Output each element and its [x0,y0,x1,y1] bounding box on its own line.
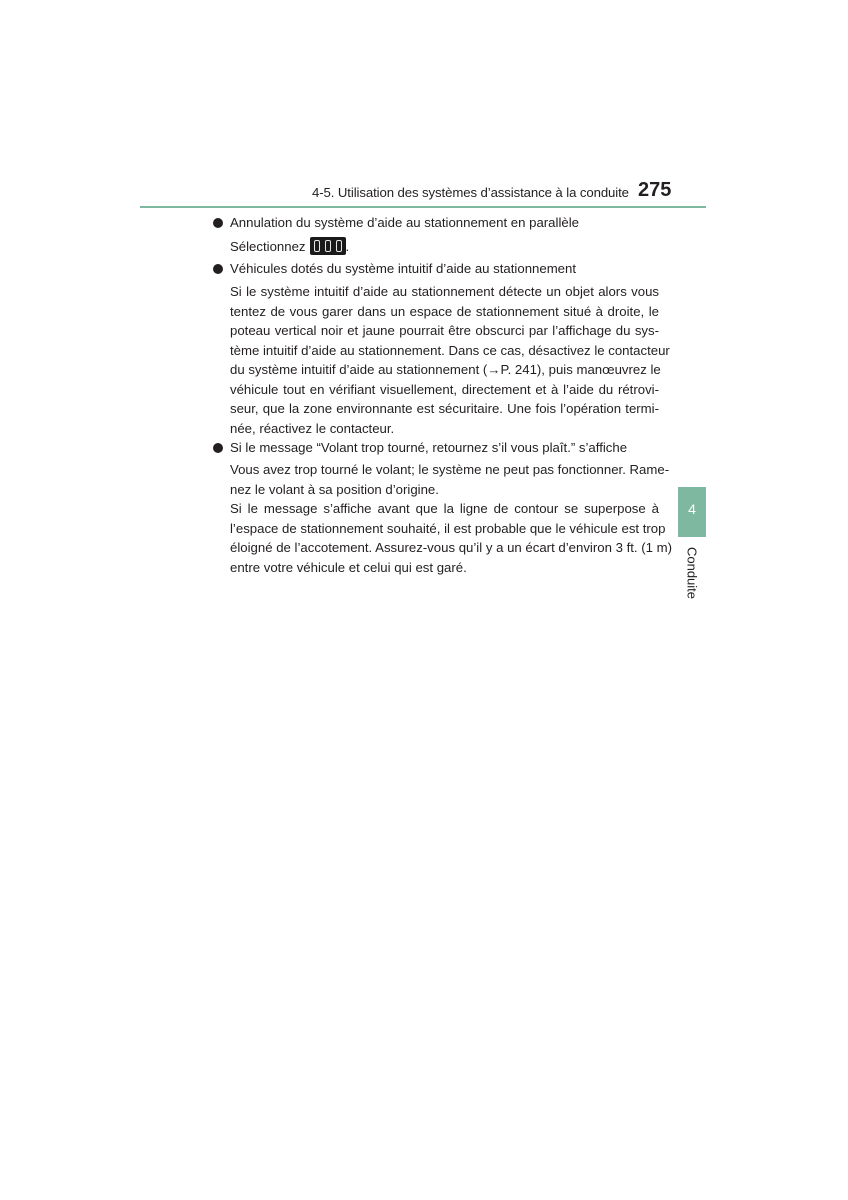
body-line: Vous avez trop tourné le volant; le système ne peut pas fonctionner. Rame- [230,462,670,477]
body-line: éloigné de l’accotement. Assurez-vous qu’il y a un écart d’environ 3 ft. (1 m) [230,540,672,555]
body-line: Si le système intuitif d’aide au stationnement détecte un objet alors vous [230,284,659,299]
chapter-label: Conduite [684,546,700,600]
body-line: seur, que la zone environnante est sécuritaire. Une fois l’opération termi- [230,401,659,416]
body-line: l’espace de stationnement souhaité, il est probable que le véhicule est trop [230,520,666,536]
bullet-icon [213,443,223,453]
body-line: née, réactivez le contacteur. [230,420,395,436]
body-line: tème intuitif d’aide au stationnement. Dans ce cas, désactivez le contacteur [230,342,670,358]
section-title: 4-5. Utilisation des systèmes d’assistance à la conduite [312,185,629,200]
body-line: entre votre véhicule et celui qui est garé. [230,559,467,575]
page-number: 275 [638,179,672,201]
item-title: Annulation du système d’aide au stationnement en parallèle [230,215,579,230]
item-title: Si le message “Volant trop tourné, retournez s’il vous plaît.” s’affiche [230,440,628,455]
body-line: du système intuitif d’aide au stationnement (→P. 241), puis manœuvrez le [230,362,661,377]
chapter-tab: 4 [678,487,706,537]
body-line: tentez de vous garer dans un espace de stationnement situé à droite, le [230,303,659,319]
bullet-icon [213,218,223,228]
body-line: poteau vertical noir et jaune pourrait être obscurci par l’affichage du sys- [230,323,659,338]
body-line: véhicule tout en vérifiant visuellement, directement et à l’aide du rétrovi- [230,381,659,397]
parking-assist-off-icon [310,237,346,255]
body-line: Si le message s’affiche avant que la ligne de contour se superpose à [230,501,659,516]
header-divider [140,206,706,208]
select-suffix: . [345,239,350,254]
select-instruction [230,237,349,257]
bullet-icon [213,264,223,274]
body-line: nez le volant à sa position d’origine. [230,481,439,497]
item-title: Véhicules dotés du système intuitif d’aide au stationnement [230,261,577,276]
select-prefix: Sélectionnez [230,239,306,254]
